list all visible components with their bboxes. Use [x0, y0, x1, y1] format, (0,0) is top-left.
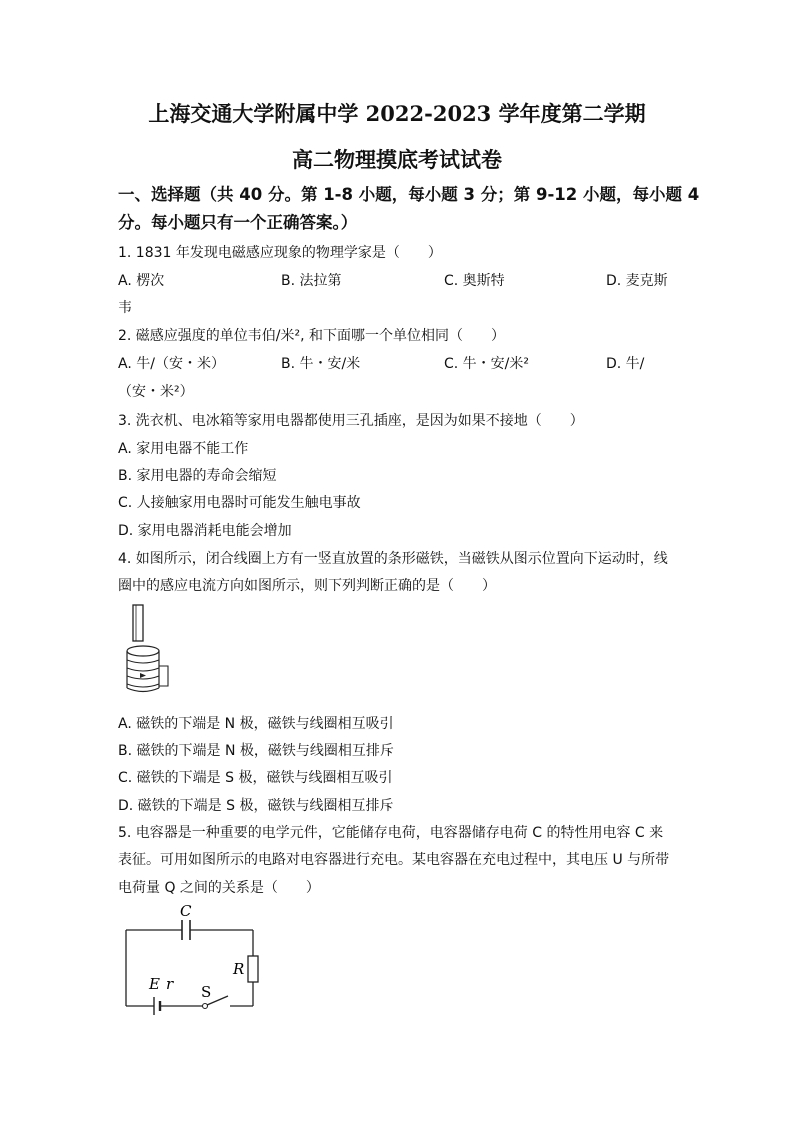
- q1-option-a: A. 楞次: [118, 273, 165, 289]
- resistor: [248, 956, 258, 982]
- q4-option-c: C. 磁铁的下端是 S 极，磁铁与线圈相互吸引: [118, 770, 393, 786]
- section-heading: 一、选择题（共 40 分。第 1-8 小题，每小题 3 分；第 9-12 小题，每小题 4: [118, 185, 700, 204]
- q3-option-c: C. 人接触家用电器时可能发生触电事故: [118, 495, 361, 511]
- rc-circuit-figure: [118, 900, 268, 1015]
- emf-label: E: [149, 975, 160, 993]
- section-heading-cont: 分。每小题只有一个正确答案。）: [118, 213, 358, 232]
- magnet-coil-figure: [118, 600, 178, 700]
- q3-option-d: D. 家用电器消耗电能会增加: [118, 523, 292, 539]
- exam-subtitle: 高二物理摸底考试试卷: [292, 147, 502, 172]
- internal-resistance-label: r: [166, 975, 174, 993]
- question-4-stem-cont: 圈中的感应电流方向如图所示，则下列判断正确的是（ ）: [118, 578, 496, 594]
- q1-option-d: D. 麦克斯: [606, 273, 668, 289]
- q2-option-c: C. 牛・安/米²: [444, 356, 530, 372]
- switch-contact: [203, 1004, 208, 1009]
- question-5-stem-cont: 表征。可用如图所示的电路对电容器进行充电。某电容器在充电过程中，其电压 U 与所带: [118, 852, 670, 868]
- switch-label: S: [201, 983, 212, 1001]
- q2-option-a: A. 牛/（安・米）: [118, 356, 225, 372]
- question-5-stem-cont2: 电荷量 Q 之间的关系是（ ）: [118, 880, 320, 896]
- q4-option-b: B. 磁铁的下端是 N 极，磁铁与线圈相互排斥: [118, 743, 394, 759]
- question-2-stem: 2. 磁感应强度的单位韦伯/米², 和下面哪一个单位相同（ ）: [118, 328, 506, 344]
- current-arrow-icon: [140, 673, 146, 678]
- question-5-stem: 5. 电容器是一种重要的电学元件，它能储存电荷，电容器储存电荷 C 的特性用电容 C 来: [118, 825, 664, 841]
- q2-option-b: B. 牛・安/米: [281, 356, 361, 372]
- q3-option-b: B. 家用电器的寿命会缩短: [118, 468, 277, 484]
- q3-option-a: A. 家用电器不能工作: [118, 441, 249, 457]
- exam-title: 上海交通大学附属中学 2022-2023 学年度第二学期: [148, 101, 646, 126]
- q2-option-d: D. 牛/: [606, 356, 645, 372]
- q2-option-d-cont: （安・米²）: [118, 384, 194, 400]
- resistor-label: R: [233, 960, 245, 978]
- question-1-stem: 1. 1831 年发现电磁感应现象的物理学家是（ ）: [118, 245, 442, 261]
- question-3-stem: 3. 洗衣机、电冰箱等家用电器都使用三孔插座，是因为如果不接地（ ）: [118, 413, 584, 429]
- q4-option-a: A. 磁铁的下端是 N 极，磁铁与线圈相互吸引: [118, 716, 394, 732]
- question-4-stem: 4. 如图所示，闭合线圈上方有一竖直放置的条形磁铁，当磁铁从图示位置向下运动时，线: [118, 551, 668, 567]
- capacitor-label: C: [180, 902, 192, 920]
- q1-option-c: C. 奥斯特: [444, 273, 505, 289]
- bar-magnet: [133, 605, 143, 641]
- q4-option-d: D. 磁铁的下端是 S 极，磁铁与线圈相互排斥: [118, 798, 394, 814]
- q1-option-d-cont: 韦: [118, 300, 132, 316]
- q1-option-b: B. 法拉第: [281, 273, 342, 289]
